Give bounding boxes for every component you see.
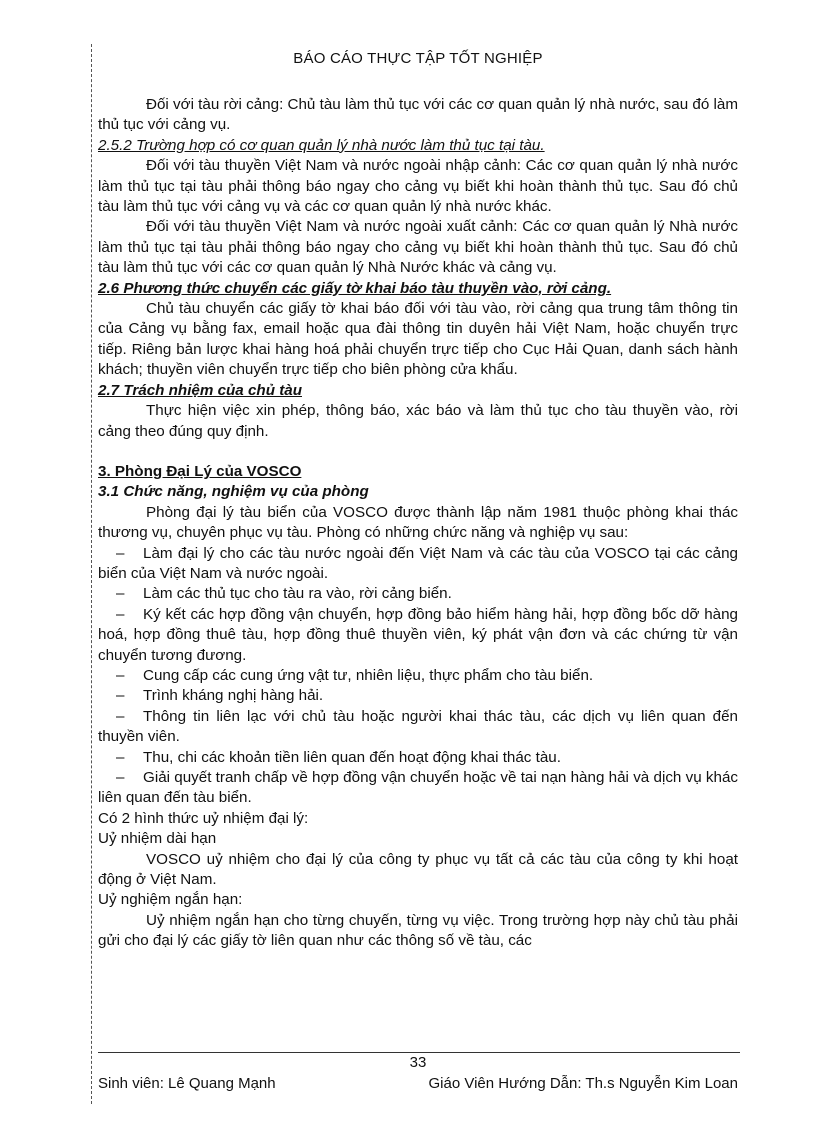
page-number: 33 <box>409 1054 427 1071</box>
advisor-name: Giáo Viên Hướng Dẫn: Th.s Nguyễn Kim Loan <box>428 1075 738 1092</box>
heading-2-7: 2.7 Trách nhiệm của chủ tàu <box>98 381 302 399</box>
spacer <box>98 442 738 462</box>
list-item: – Cung cấp các cung ứng vật tư, nhiên liệu, thực phẩm cho tàu biển. <box>116 666 594 684</box>
page-footer <box>98 1075 738 1092</box>
paragraph: Chủ tàu chuyển các giấy tờ khai báo đối với tàu vào, rời cảng qua trung tâm thông tin của Cảng vụ bằng fax, email hoặc qua đài thông tin duyên hải Việt Nam, hoặc chuyển trực tiếp. Riêng bản lược khai hàng hoá phải chuyển trực tiếp cho Cục Hải Quan, danh sách hành khách; thuyền viên chuyển trực tiếp cho biên phòng cửa khẩu. <box>98 300 738 379</box>
list-item: – Giải quyết tranh chấp về hợp đồng vận chuyển hoặc về tai nạn hàng hải và dịch vụ khác liên quan đến tàu biển. <box>98 769 738 807</box>
paragraph: Phòng đại lý tàu biển của VOSCO được thành lập năm 1981 thuộc phòng khai thác thương vụ, chuyên phục vụ tàu. Phòng có những chức năng và nghiệp vụ sau: <box>98 503 738 542</box>
list-item: – Ký kết các hợp đồng vận chuyển, hợp đồng bảo hiểm hàng hải, hợp đồng bốc dỡ hàng hoá, hợp đồng thuê tàu, hợp đồng thuê thuyền viên, ký phát vận đơn và các chứng từ vận chuyển tương đương. <box>98 605 738 664</box>
paragraph: Uỷ nhiệm dài hạn <box>98 830 217 848</box>
paragraph: VOSCO uỷ nhiệm cho đại lý của công ty phục vụ tất cả các tàu của công ty khi hoạt động ở Việt Nam. <box>98 850 738 889</box>
paragraph: Đối với tàu thuyền Việt Nam và nước ngoài nhập cảnh: Các cơ quan quản lý nhà nước làm thủ tục tại tàu phải thông báo ngay cho cảng vụ biết khi hoàn thành thủ tục. Sau đó chủ tàu làm thủ tục với cảng vụ và các cơ quan quản lý nhà nước khác. <box>98 157 738 216</box>
footer-divider <box>98 1052 740 1053</box>
binding-margin-line <box>91 44 92 1104</box>
list-item: – Làm đại lý cho các tàu nước ngoài đến Việt Nam và các tàu của VOSCO tại các cảng biển của Việt Nam và nước ngoài. <box>98 544 738 582</box>
paragraph: Uỷ nghiệm ngắn hạn: <box>98 891 243 909</box>
list-item: – Trình kháng nghị hàng hải. <box>116 687 324 705</box>
heading-3: 3. Phòng Đại Lý của VOSCO <box>98 462 302 480</box>
heading-2-6: 2.6 Phương thức chuyển các giấy tờ khai báo tàu thuyền vào, rời cảng. <box>98 279 612 297</box>
heading-2-5-2: 2.5.2 Trường hợp có cơ quan quản lý nhà nước làm thủ tục tại tàu. <box>98 136 545 154</box>
paragraph: Đối với tàu thuyền Việt Nam và nước ngoài xuất cảnh: Các cơ quan quản lý Nhà nước làm thủ tục tại tàu phải thông báo ngay cho cảng vụ biết khi hoàn thành thủ tục. Sau đó chủ tàu làm thủ tục với các cơ quan quản lý Nhà Nước khác và cảng vụ. <box>98 218 738 277</box>
heading-3-1: 3.1 Chức năng, nghiệm vụ của phòng <box>98 483 369 501</box>
student-name: Sinh viên: Lê Quang Mạnh <box>98 1075 276 1092</box>
list-item: – Làm các thủ tục cho tàu ra vào, rời cảng biển. <box>116 585 452 603</box>
document-body <box>98 95 738 952</box>
page-header: BÁO CÁO THỰC TẬP TỐT NGHIỆP <box>293 50 543 67</box>
list-item: – Thông tin liên lạc với chủ tàu hoặc người khai thác tàu, các dịch vụ liên quan đến thuyền viên. <box>98 707 738 746</box>
paragraph: Có 2 hình thức uỷ nhiệm đại lý: <box>98 809 309 827</box>
paragraph: Thực hiện việc xin phép, thông báo, xác báo và làm thủ tục cho tàu thuyền vào, rời cảng theo đúng quy định. <box>98 402 738 440</box>
paragraph: Đối với tàu rời cảng: Chủ tàu làm thủ tục với các cơ quan quản lý nhà nước, sau đó làm thủ tục với cảng vụ. <box>98 96 738 134</box>
list-item: – Thu, chi các khoản tiền liên quan đến hoạt động khai thác tàu. <box>116 748 561 766</box>
paragraph: Uỷ nhiệm ngắn hạn cho từng chuyến, từng vụ việc. Trong trường hợp này chủ tàu phải gửi cho đại lý các giấy tờ liên quan như các thông số về tàu, các <box>98 911 738 950</box>
